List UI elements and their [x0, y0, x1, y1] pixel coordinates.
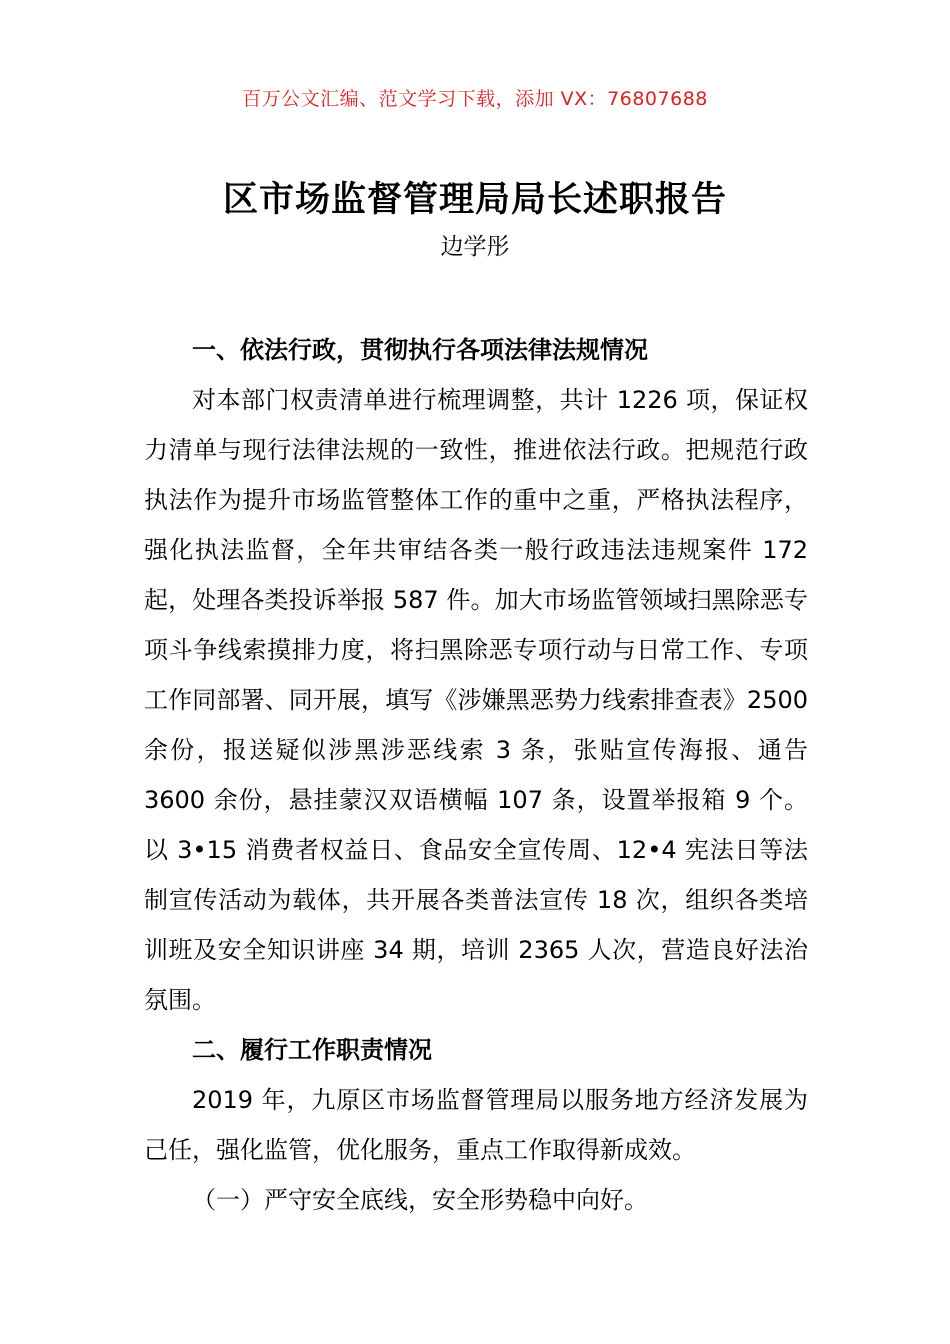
section-heading-2: 二、履行工作职责情况: [192, 1036, 432, 1064]
document-title: 区市场监督管理局局长述职报告: [222, 180, 727, 220]
body-paragraph: 对本部门权责清单进行梳理调整，共计 1226 项，保证权力清单与现行法律法规的一致性，推进依法行政。把规范行政执法作为提升市场监管整体工作的重中之重，严格执法程序，强化执法监督，全年共审结各类一般行政违法违规案件 172 起，处理各类投诉举报 587 件。加大市场监管领域扫黑除恶专项斗争线索摸排力度，将扫黑除恶专项行动与日常工作、专项工作同部署、同开展，填写《涉嫌黑恶势力线索排查表》2500 余份，报送疑似涉黑涉恶线索 3 条，张贴宣传海报、通告 3600 余份，悬挂蒙汉双语横幅 107 条，设置举报箱 9 个。以 3•15 消费者权益日、食品安全宣传周、12•4 宪法日等法制宣传活动为载体，共开展各类普法宣传 18 次，组织各类培训班及安全知识讲座 34 期，培训 2365 人次，营造良好法治氛围。: [144, 386, 808, 1014]
section-heading-1: 一、依法行政，贯彻执行各项法律法规情况: [192, 336, 648, 364]
body-paragraph: 2019 年，九原区市场监督管理局以服务地方经济发展为己任，强化监管，优化服务，重点工作取得新成效。: [144, 1086, 808, 1164]
document-author: 边学彤: [440, 234, 510, 260]
header-note: 百万公文汇编、范文学习下载，添加 VX：76807688: [242, 88, 708, 110]
body-paragraph: （一）严守安全底线，安全形势稳中向好。: [192, 1186, 648, 1214]
document-body: [144, 325, 808, 1225]
